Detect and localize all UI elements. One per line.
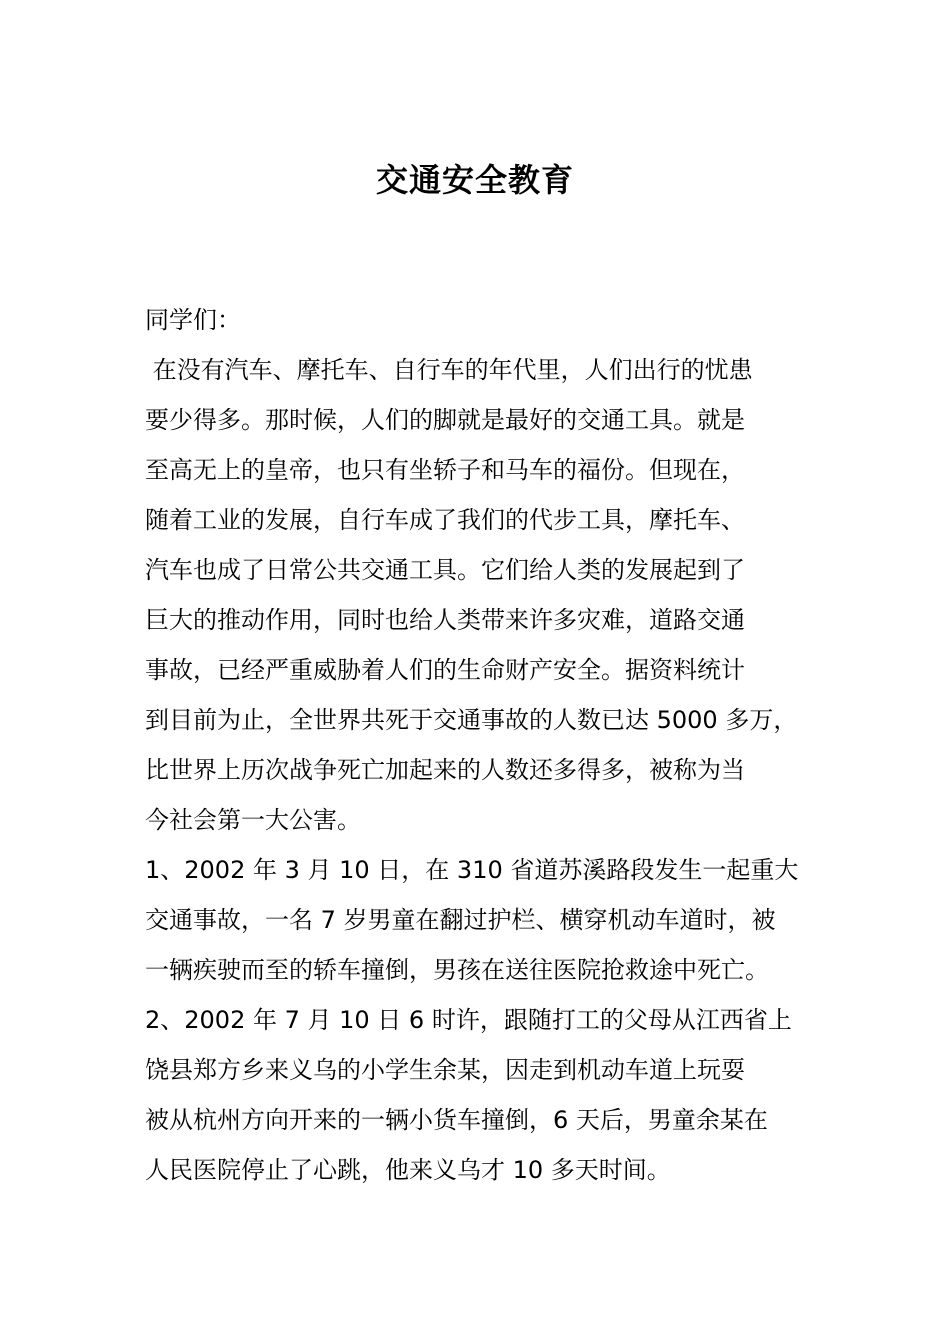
body-line: 在没有汽车、摩托车、自行车的年代里，人们出行的忧患: [145, 356, 753, 384]
document-body: [145, 295, 835, 1195]
document-title: 交通安全教育: [375, 161, 574, 199]
body-line: 到目前为止，全世界共死于交通事故的人数已达 5000 多万，: [145, 706, 798, 734]
body-line: 比世界上历次战争死亡加起来的人数还多得多，被称为当: [145, 756, 745, 784]
case-1-line: 交通事故，一名 7 岁男童在翻过护栏、横穿机动车道时，被: [145, 906, 776, 934]
case-2-line: 2、2002 年 7 月 10 日 6 时许，跟随打工的父母从江西省上: [145, 1006, 792, 1034]
case-2-line: 饶县郑方乡来义乌的小学生余某，因走到机动车道上玩耍: [145, 1056, 745, 1084]
body-line: 汽车也成了日常公共交通工具。它们给人类的发展起到了: [145, 556, 745, 584]
case-2-line: 人民医院停止了心跳，他来义乌才 10 多天时间。: [145, 1156, 671, 1184]
body-line: 事故，已经严重威胁着人们的生命财产安全。据资料统计: [145, 656, 745, 684]
body-line: 今社会第一大公害。: [145, 806, 361, 834]
body-line: 随着工业的发展，自行车成了我们的代步工具，摩托车、: [145, 506, 745, 534]
salutation-line: 同学们：: [145, 306, 241, 334]
case-2-line: 被从杭州方向开来的一辆小货车撞倒，6 天后，男童余某在: [145, 1106, 768, 1134]
case-1-line: 一辆疾驶而至的轿车撞倒，男孩在送往医院抢救途中死亡。: [145, 956, 769, 984]
case-1-line: 1、2002 年 3 月 10 日，在 310 省道苏溪路段发生一起重大: [145, 856, 799, 884]
body-line: 巨大的推动作用，同时也给人类带来许多灾难，道路交通: [145, 606, 745, 634]
body-line: 要少得多。那时候，人们的脚就是最好的交通工具。就是: [145, 406, 745, 434]
body-line: 至高无上的皇帝，也只有坐轿子和马车的福份。但现在，: [145, 456, 745, 484]
